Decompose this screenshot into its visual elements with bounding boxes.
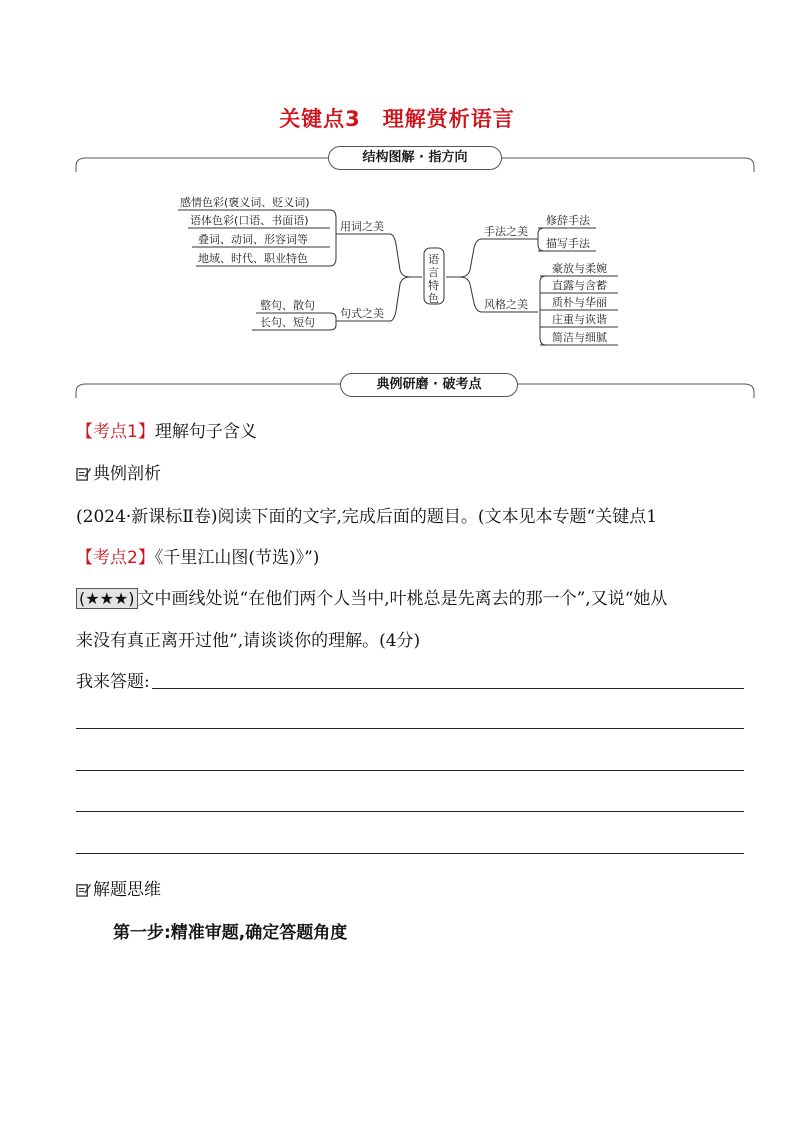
diagram-right-item: 简洁与细腻 bbox=[552, 331, 607, 344]
thinking-heading: 解题思维 bbox=[76, 875, 161, 900]
diagram-center-char: 特 bbox=[428, 279, 439, 292]
kp2-text: 《千里江山图(节选)》”) bbox=[154, 548, 320, 568]
diagram-left-item: 语体色彩(口语、书面语) bbox=[190, 214, 309, 227]
kp1-line: 【考点1】理解句子含义 bbox=[76, 422, 257, 442]
kp2-line: 【考点2】《千里江山图(节选)》”) bbox=[76, 548, 320, 568]
note-edit-icon bbox=[76, 882, 91, 897]
answer-line[interactable] bbox=[152, 688, 744, 689]
source-line: (2024·新课标Ⅱ卷)阅读下面的文字,完成后面的题目。(文本见本专题“关键点1 bbox=[76, 507, 658, 527]
diagram-branch-label: 句式之美 bbox=[340, 307, 384, 320]
example-heading: 典例剖析 bbox=[76, 459, 161, 484]
kp1-text: 理解句子含义 bbox=[154, 422, 257, 442]
diagram-left-item: 整句、散句 bbox=[260, 299, 315, 312]
answer-line[interactable] bbox=[76, 770, 744, 771]
diagram-right-item: 修辞手法 bbox=[546, 214, 590, 227]
answer-label: 我来答题: bbox=[76, 672, 150, 692]
step-1-heading: 第一步:精准审题,确定答题角度 bbox=[113, 923, 348, 943]
section-divider-2 bbox=[0, 0, 794, 420]
answer-line[interactable] bbox=[76, 811, 744, 812]
answer-line[interactable] bbox=[76, 728, 744, 729]
diagram-right-item: 庄重与诙谐 bbox=[552, 313, 607, 326]
kp1-label: 考点1 bbox=[93, 422, 138, 442]
diagram-branch-label: 用词之美 bbox=[340, 220, 384, 233]
note-edit-icon bbox=[76, 466, 91, 481]
difficulty-stars: (★★★) bbox=[76, 588, 138, 609]
diagram-left-item: 长句、短句 bbox=[260, 316, 315, 329]
kp2-label: 考点2 bbox=[93, 548, 138, 568]
answer-line[interactable] bbox=[76, 853, 744, 854]
diagram-center-char: 色 bbox=[428, 292, 439, 305]
diagram-branch-label: 风格之美 bbox=[484, 298, 528, 311]
diagram-right-item: 豪放与柔婉 bbox=[552, 262, 607, 275]
diagram-right-item: 直露与含蓄 bbox=[552, 279, 607, 292]
diagram-left-item: 地域、时代、职业特色 bbox=[198, 252, 308, 265]
section-badge-examples: 典例研磨 · 破考点 bbox=[340, 373, 518, 397]
diagram-branch-label: 手法之美 bbox=[484, 225, 528, 238]
diagram-center-char: 语 bbox=[428, 253, 439, 266]
diagram-left-item: 感情色彩(褒义词、贬义词) bbox=[180, 196, 310, 209]
diagram-center-char: 言 bbox=[428, 266, 439, 279]
diagram-left-item: 叠词、动词、形容词等 bbox=[198, 233, 308, 246]
diagram-right-item: 质朴与华丽 bbox=[552, 296, 607, 309]
question-line-1: (★★★) 文中画线处说“在他们两个人当中,叶桃总是先离去的那一个”,又说“她从 bbox=[76, 584, 667, 609]
section-badge-structure: 结构图解 · 指方向 bbox=[328, 146, 502, 170]
question-line-2: 来没有真正离开过他”,请谈谈你的理解。(4分) bbox=[76, 631, 421, 651]
diagram-right-item: 描写手法 bbox=[546, 237, 590, 250]
page-title: 关键点3 理解赏析语言 bbox=[279, 107, 515, 131]
